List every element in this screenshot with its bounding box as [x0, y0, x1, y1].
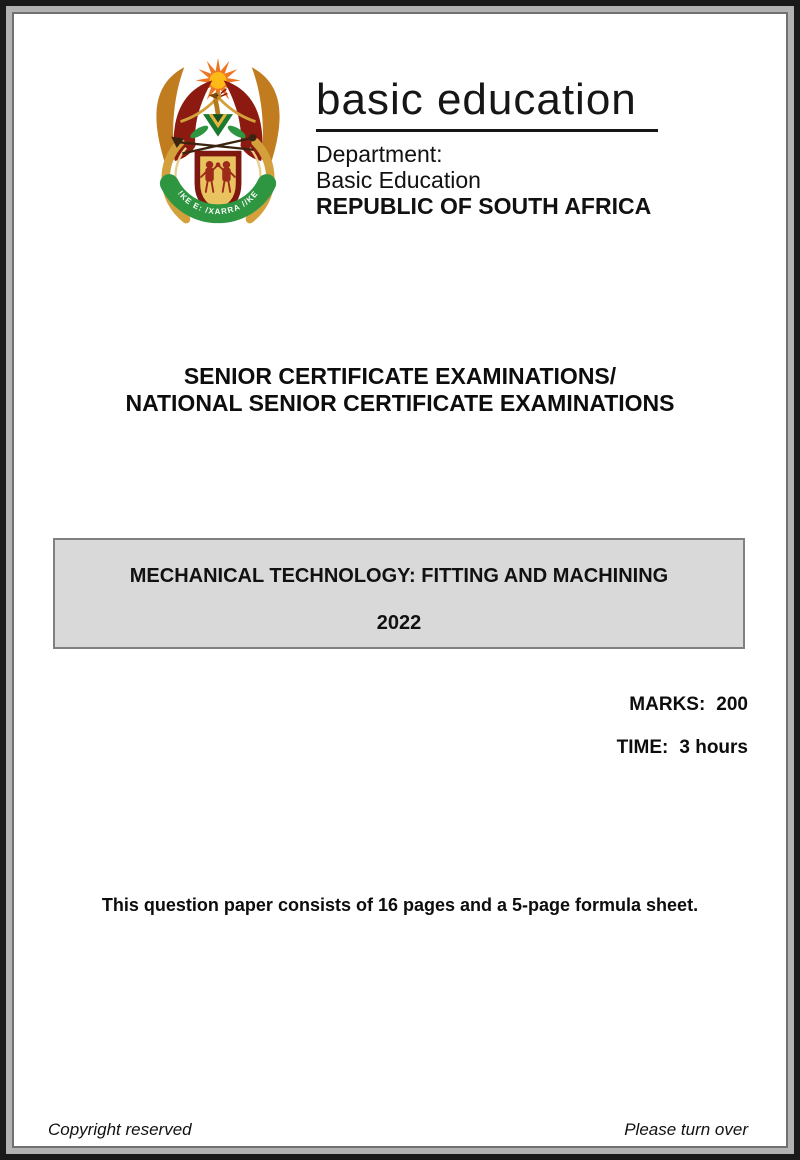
- brand-underline: [316, 129, 658, 132]
- exam-title: [0, 363, 800, 417]
- country-name: REPUBLIC OF SOUTH AFRICA: [316, 193, 652, 219]
- exam-title-line1: SENIOR CERTIFICATE EXAMINATIONS/: [183, 363, 617, 389]
- subject-name: MECHANICAL TECHNOLOGY: FITTING AND MACHINING: [129, 565, 669, 587]
- masthead: [316, 76, 716, 219]
- marks-value: 200: [716, 694, 748, 715]
- coat-of-arms-emblem: [143, 52, 293, 240]
- department-block: [316, 141, 716, 219]
- marks-label: MARKS:: [629, 694, 706, 715]
- turn-over-note: Please turn over: [624, 1120, 748, 1139]
- department-name: Basic Education: [316, 167, 481, 193]
- motto-text: !KE E: /XARRA //KE: [175, 188, 261, 217]
- protea-flower: [189, 114, 248, 140]
- page-count-note: This question paper consists of 16 pages and a 5-page formula sheet.: [101, 895, 699, 915]
- exam-year: 2022: [376, 612, 422, 634]
- department-label: Department:: [316, 141, 443, 167]
- copyright-note: Copyright reserved: [48, 1120, 192, 1139]
- exam-details: [617, 694, 748, 780]
- time-label: TIME:: [616, 737, 669, 758]
- brand-wordmark: basic education: [316, 75, 637, 124]
- page-footer: [48, 1120, 748, 1140]
- subject-box: [53, 538, 745, 649]
- time-row: [617, 737, 748, 759]
- marks-row: [617, 694, 748, 716]
- exam-title-line2: NATIONAL SENIOR CERTIFICATE EXAMINATIONS: [125, 390, 675, 416]
- time-value: 3 hours: [679, 737, 748, 758]
